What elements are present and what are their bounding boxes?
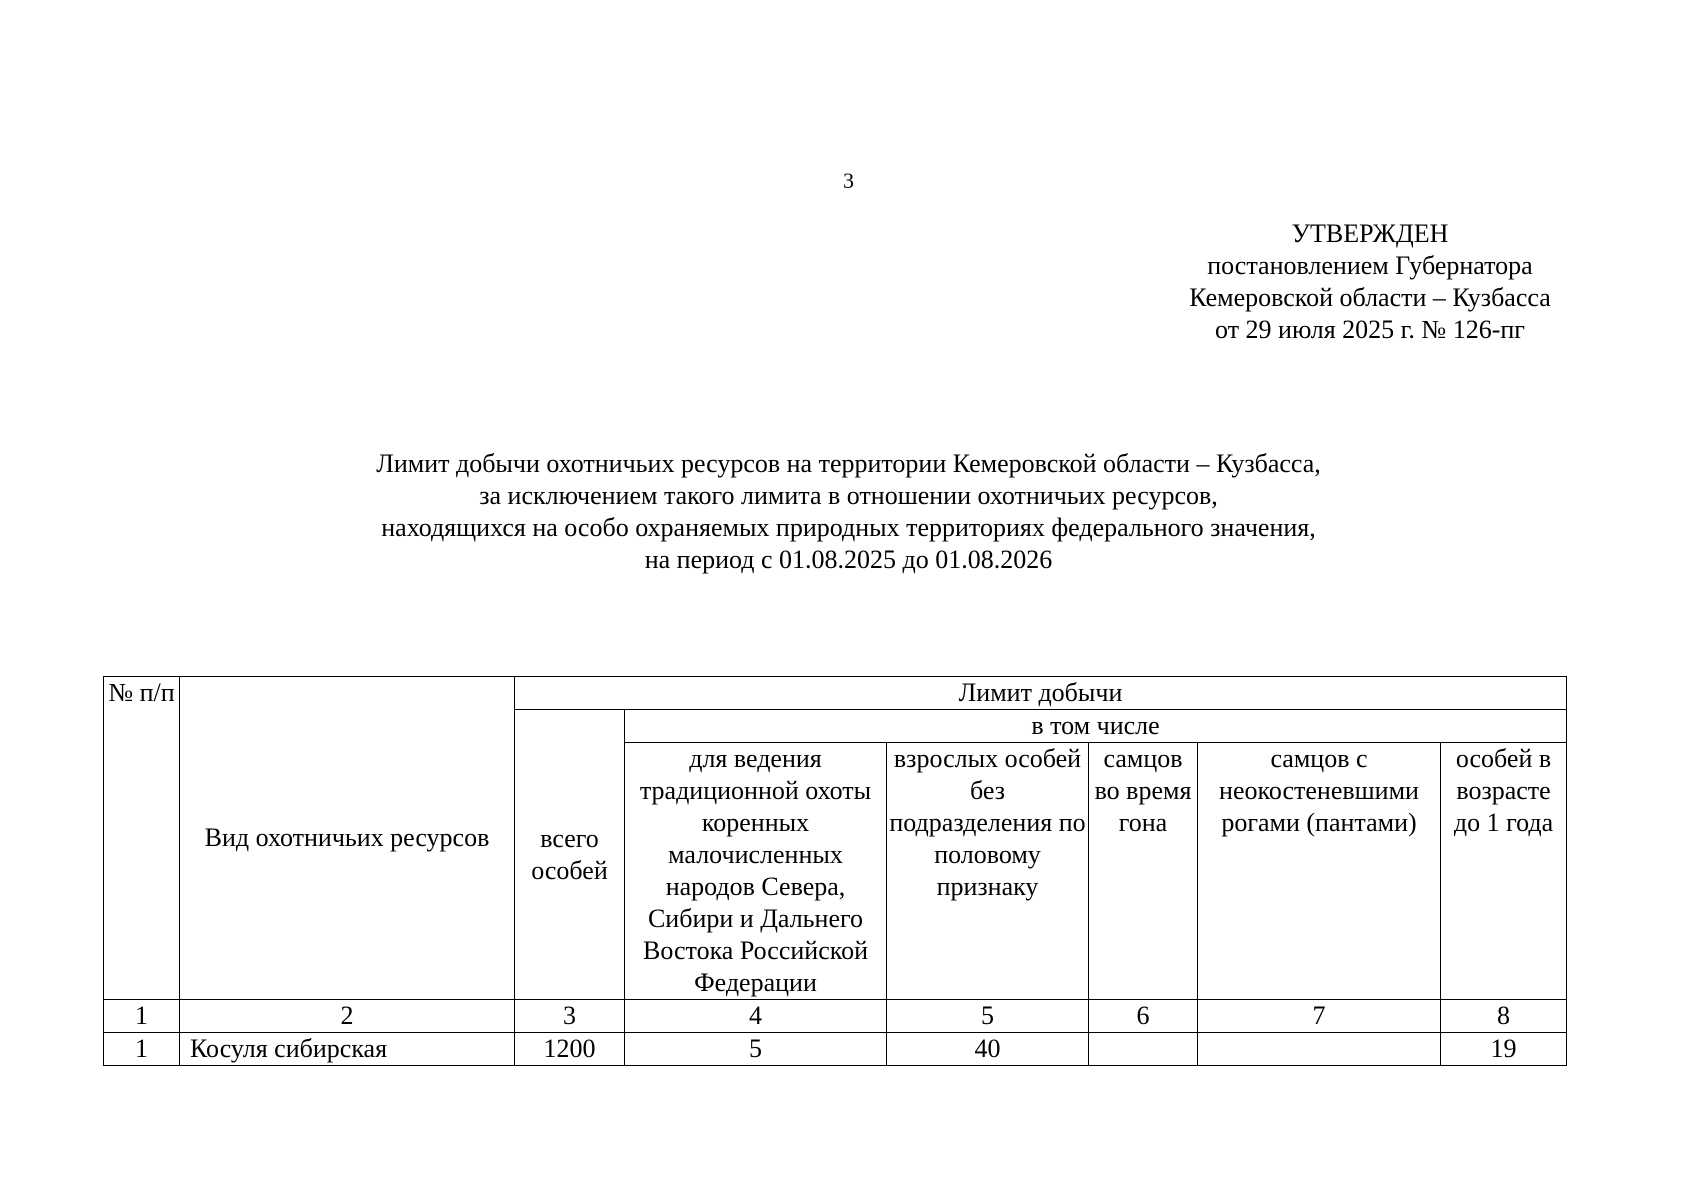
header-adults: взрослых особей без подразделения по половому признаку — [887, 743, 1089, 1000]
row-males-antlers — [1198, 1033, 1441, 1066]
title-line: находящихся на особо охраняемых природных территориях федерального значения, — [381, 513, 1316, 542]
header-num: № п/п — [104, 677, 180, 1000]
table-row — [104, 1033, 1567, 1066]
header-young: особей в возрасте до 1 года — [1441, 743, 1567, 1000]
column-number: 3 — [515, 1000, 625, 1033]
approval-line: Кемеровской области – Кузбасса — [1189, 283, 1551, 312]
title-line: на период с 01.08.2025 до 01.08.2026 — [644, 545, 1053, 574]
header-indigenous: для ведения традиционной охоты коренных малочисленных народов Севера, Сибири и Дальнего Востока Российской Федерации — [625, 743, 887, 1000]
title-line: за исключением такого лимита в отношении охотничьих ресурсов, — [479, 481, 1218, 510]
header-species: Вид охотничьих ресурсов — [180, 677, 515, 1000]
header-row — [104, 677, 1567, 710]
limits-table — [103, 676, 1567, 1066]
row-num: 1 — [104, 1033, 180, 1066]
row-indigenous: 5 — [625, 1033, 887, 1066]
column-number: 8 — [1441, 1000, 1567, 1033]
column-number: 4 — [625, 1000, 887, 1033]
row-young: 19 — [1441, 1033, 1567, 1066]
column-number: 1 — [104, 1000, 180, 1033]
column-number: 7 — [1198, 1000, 1441, 1033]
row-males-rut — [1089, 1033, 1198, 1066]
header-limit: Лимит добычи — [515, 677, 1567, 710]
approval-line: постановлением Губернатора — [1207, 251, 1533, 280]
header-total: всего особей — [515, 710, 625, 1000]
row-species: Косуля сибирская — [180, 1033, 515, 1066]
approval-title: УТВЕРЖДЕН — [1291, 219, 1449, 248]
approval-date: от 29 июля 2025 г. № 126-пг — [1215, 315, 1525, 344]
row-total: 1200 — [515, 1033, 625, 1066]
page-number: 3 — [843, 168, 854, 193]
approval-stamp — [1160, 218, 1580, 346]
title-line: Лимит добычи охотничьих ресурсов на территории Кемеровской области – Кузбасса, — [376, 449, 1321, 478]
header-males-rut: самцов во время гона — [1089, 743, 1198, 1000]
column-number: 2 — [180, 1000, 515, 1033]
header-males-antlers: самцов с неокостеневшими рогами (пантами) — [1198, 743, 1441, 1000]
row-adults: 40 — [887, 1033, 1089, 1066]
column-number: 5 — [887, 1000, 1089, 1033]
column-number: 6 — [1089, 1000, 1198, 1033]
header-including: в том числе — [625, 710, 1567, 743]
document-title — [0, 448, 1697, 576]
column-number-row — [104, 1000, 1567, 1033]
